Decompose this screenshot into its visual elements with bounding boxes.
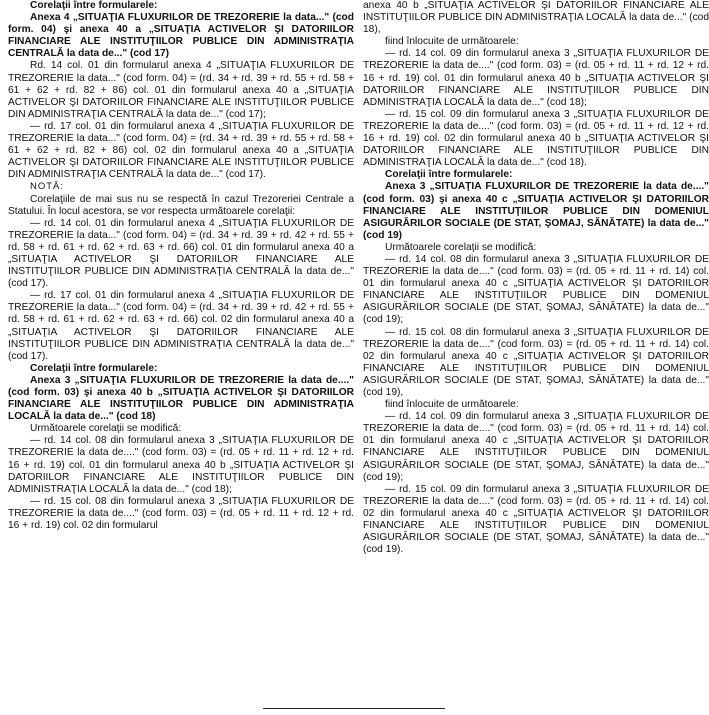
footer-rule bbox=[263, 708, 445, 709]
paragraph: Corelaţiile de mai sus nu se respectă în cazul Trezoreriei Centrale a Statului. În locul acestora, se vor respecta următoarele corelaţii: bbox=[8, 193, 354, 217]
correlation-title: Anexa 3 „SITUAŢIA FLUXURILOR DE TREZORERIE la data de...." (cod form. 03) şi anexa 40 b „SITUAŢIA ACTIVELOR ŞI DATORIILOR FINANCIARE ALE INSTITUŢIILOR PUBLICE DIN ADMINISTRAŢIA LOCALĂ la data de..." (cod 18) bbox=[8, 374, 354, 423]
paragraph: — rd. 14 col. 09 din formularul anexa 3 „SITUAŢIA FLUXURILOR DE TREZORERIE la data de...." (cod form. 03) = (rd. 05 + rd. 11 + rd. 12 + rd. 16 + rd. 19) col. 01 din formularul anexa 40 b „SITUAŢIA ACTIVELOR ŞI DATORIILOR FINANCIARE ALE INSTITUŢIILOR PUBLICE DIN ADMINISTRAŢIA LOCALĂ la data de..." (cod 18); bbox=[363, 48, 709, 108]
paragraph: — rd. 14 col. 01 din formularul anexa 4 „SITUAŢIA FLUXURILOR DE TREZORERIE la data..." (cod form. 04) = (rd. 34 + rd. 39 + rd. 42 + rd. 55 + rd. 58 + rd. 61 + rd. 62 + rd. 63 + rd. 66) col. 01 din formularul anexa 40 a „SITUAŢIA ACTIVELOR ŞI DATORIILOR FINANCIARE ALE INSTITUŢIILOR PUBLICE DIN ADMINISTRAŢIA CENTRALĂ la data de..." (cod 17). bbox=[8, 217, 354, 290]
right-column bbox=[363, 0, 709, 556]
paragraph: fiind înlocuite de următoarele: bbox=[385, 36, 519, 48]
paragraph: — rd. 17 col. 01 din formularul anexa 4 „SITUAŢIA FLUXURILOR DE TREZORERIE la data..." (cod form. 04) = (rd. 34 + rd. 39 + rd. 42 + rd. 55 + rd. 58 + rd. 61 + rd. 62 + rd. 63 + rd. 66) col. 02 din formularul anexa 40 a „SITUAŢIA ACTIVELOR ŞI DATORIILOR FINANCIARE ALE INSTITUŢIILOR PUBLICE DIN ADMINISTRAŢIA CENTRALĂ la data de..." (cod 17). bbox=[8, 290, 354, 362]
section-heading: Corelaţii între formularele: bbox=[30, 0, 158, 11]
paragraph: — rd. 15 col. 08 din formularul anexa 3 „SITUAŢIA FLUXURILOR DE TREZORERIE la data de...." (cod form. 03) = (rd. 05 + rd. 11 + rd. 14) col. 02 din formularul anexa 40 c „SITUAŢIA ACTIVELOR ŞI DATORIILOR FINANCIARE ALE INSTITUŢIILOR PUBLICE DIN DOMENIUL ASIGURĂRILOR SOCIALE (DE STAT, ŞOMAJ, SĂNĂTATE) la data de..." (cod 19), bbox=[363, 326, 709, 398]
paragraph: — rd. 14 col. 08 din formularul anexa 3 „SITUAŢIA FLUXURILOR DE TREZORERIE la data de...." (cod form. 03) = (rd. 05 + rd. 11 + rd. 12 + rd. 16 + rd. 19) col. 01 din formularul anexa 40 b „SITUAŢIA ACTIVELOR ŞI DATORIILOR FINANCIARE ALE INSTITUŢIILOR PUBLICE DIN ADMINISTRAŢIA LOCALĂ la data de..." (cod 18); bbox=[8, 435, 354, 495]
paragraph: — rd. 15 col. 09 din formularul anexa 3 „SITUAŢIA FLUXURILOR DE TREZORERIE la data de...." (cod form. 03) = (rd. 05 + rd. 11 + rd. 12 + rd. 16 + rd. 19) col. 02 din formularul anexa 40 b „SITUAŢIA ACTIVELOR ŞI DATORIILOR FINANCIARE ALE INSTITUŢIILOR PUBLICE DIN ADMINISTRAŢIA LOCALĂ la data de..." (cod 18). bbox=[363, 108, 709, 169]
paragraph: — rd. 14 col. 08 din formularul anexa 3 „SITUAŢIA FLUXURILOR DE TREZORERIE la data de...." (cod form. 03) = (rd. 05 + rd. 11 + rd. 14) col. 01 din formularul anexa 40 c „SITUAŢIA ACTIVELOR ŞI DATORIILOR FINANCIARE ALE INSTITUŢIILOR PUBLICE DIN DOMENIUL ASIGURĂRILOR SOCIALE (DE STAT, ŞOMAJ, SĂNĂTATE) la data de..." (cod 19); bbox=[363, 253, 709, 326]
paragraph: fiind înlocuite de următoarele: bbox=[385, 399, 519, 411]
paragraph: — rd. 15 col. 09 din formularul anexa 3 „SITUAŢIA FLUXURILOR DE TREZORERIE la data de...." (cod form. 03) = (rd. 05 + rd. 11 + rd. 14) col. 02 din formularul anexa 40 c „SITUAŢIA ACTIVELOR ŞI DATORIILOR FINANCIARE ALE INSTITUŢIILOR PUBLICE DIN DOMENIUL ASIGURĂRILOR SOCIALE (DE STAT, ŞOMAJ, SĂNĂTATE) la data de..." (cod 19). bbox=[363, 483, 709, 556]
paragraph: Următoarele corelaţii se modifică: bbox=[385, 241, 537, 253]
section-heading: Corelaţii între formularele: bbox=[385, 169, 513, 181]
paragraph: Rd. 14 col. 01 din formularul anexa 4 „SITUAŢIA FLUXURILOR DE TREZORERIE la data..." (cod form. 04) = (rd. 34 + rd. 39 + rd. 55 + rd. 58 + 61 + 62 + rd. 82 + 86) col. 01 din formularul anexa 40 a „SITUAŢIA ACTIVELOR ŞI DATORIILOR FINANCIARE ALE INSTITUŢIILOR PUBLICE DIN ADMINISTRAŢIA CENTRALĂ la data de..." (cod 17); bbox=[8, 60, 354, 120]
paragraph: Următoarele corelaţii se modifică: bbox=[30, 423, 182, 435]
paragraph-continuation: anexa 40 b „SITUAŢIA ACTIVELOR ŞI DATORIILOR FINANCIARE ALE INSTITUŢIILOR PUBLICE DIN ADMINISTRAŢIA LOCALĂ la data de..." (cod 18), bbox=[363, 0, 709, 36]
correlation-title: Anexa 4 „SITUAŢIA FLUXURILOR DE TREZORERIE la data..." (cod form. 04) şi anexa 40 a „SITUAŢIA ACTIVELOR ŞI DATORIILOR FINANCIARE ALE INSTITUŢIILOR PUBLICE DIN ADMINISTRAŢIA CENTRALĂ la data de..." (cod 17) bbox=[8, 12, 354, 60]
left-column bbox=[8, 0, 354, 532]
paragraph: — rd. 14 col. 09 din formularul anexa 3 „SITUAŢIA FLUXURILOR DE TREZORERIE la data de...." (cod form. 03) = (rd. 05 + rd. 11 + rd. 14) col. 01 din formularul anexa 40 c „SITUAŢIA ACTIVELOR ŞI DATORIILOR FINANCIARE ALE INSTITUŢIILOR PUBLICE DIN DOMENIUL ASIGURĂRILOR SOCIALE (DE STAT, ŞOMAJ, SĂNĂTATE) la data de..." (cod 19); bbox=[363, 411, 709, 483]
paragraph: — rd. 15 col. 08 din formularul anexa 3 „SITUAŢIA FLUXURILOR DE TREZORERIE la data de...." (cod form. 03) = (rd. 05 + rd. 11 + rd. 12 + rd. 16 + rd. 19) col. 02 din formularul bbox=[8, 495, 354, 532]
correlation-title: Anexa 3 „SITUAŢIA FLUXURILOR DE TREZORERIE la data de...." (cod form. 03) şi anexa 40 c „SITUAŢIA ACTIVELOR ŞI DATORIILOR FINANCIARE ALE INSTITUŢIILOR PUBLICE DIN DOMENIUL ASIGURĂRILOR SOCIALE (DE STAT, ŞOMAJ, SĂNĂTATE) la data de..." (cod 19) bbox=[363, 181, 709, 241]
section-heading: Corelaţii între formularele: bbox=[30, 362, 158, 374]
paragraph: — rd. 17 col. 01 din formularul anexa 4 „SITUAŢIA FLUXURILOR DE TREZORERIE la data..." (cod form. 04) = (rd. 34 + rd. 39 + rd. 55 + rd. 58 + 61 + 62 + rd. 82 + 86) col. 02 din formularul anexa 40 a „SITUAŢIA ACTIVELOR ŞI DATORIILOR FINANCIARE ALE INSTITUŢIILOR PUBLICE DIN ADMINISTRAŢIA CENTRALĂ la data de..." (cod 17). bbox=[8, 120, 354, 181]
note-label: NOTĂ: bbox=[30, 181, 65, 193]
